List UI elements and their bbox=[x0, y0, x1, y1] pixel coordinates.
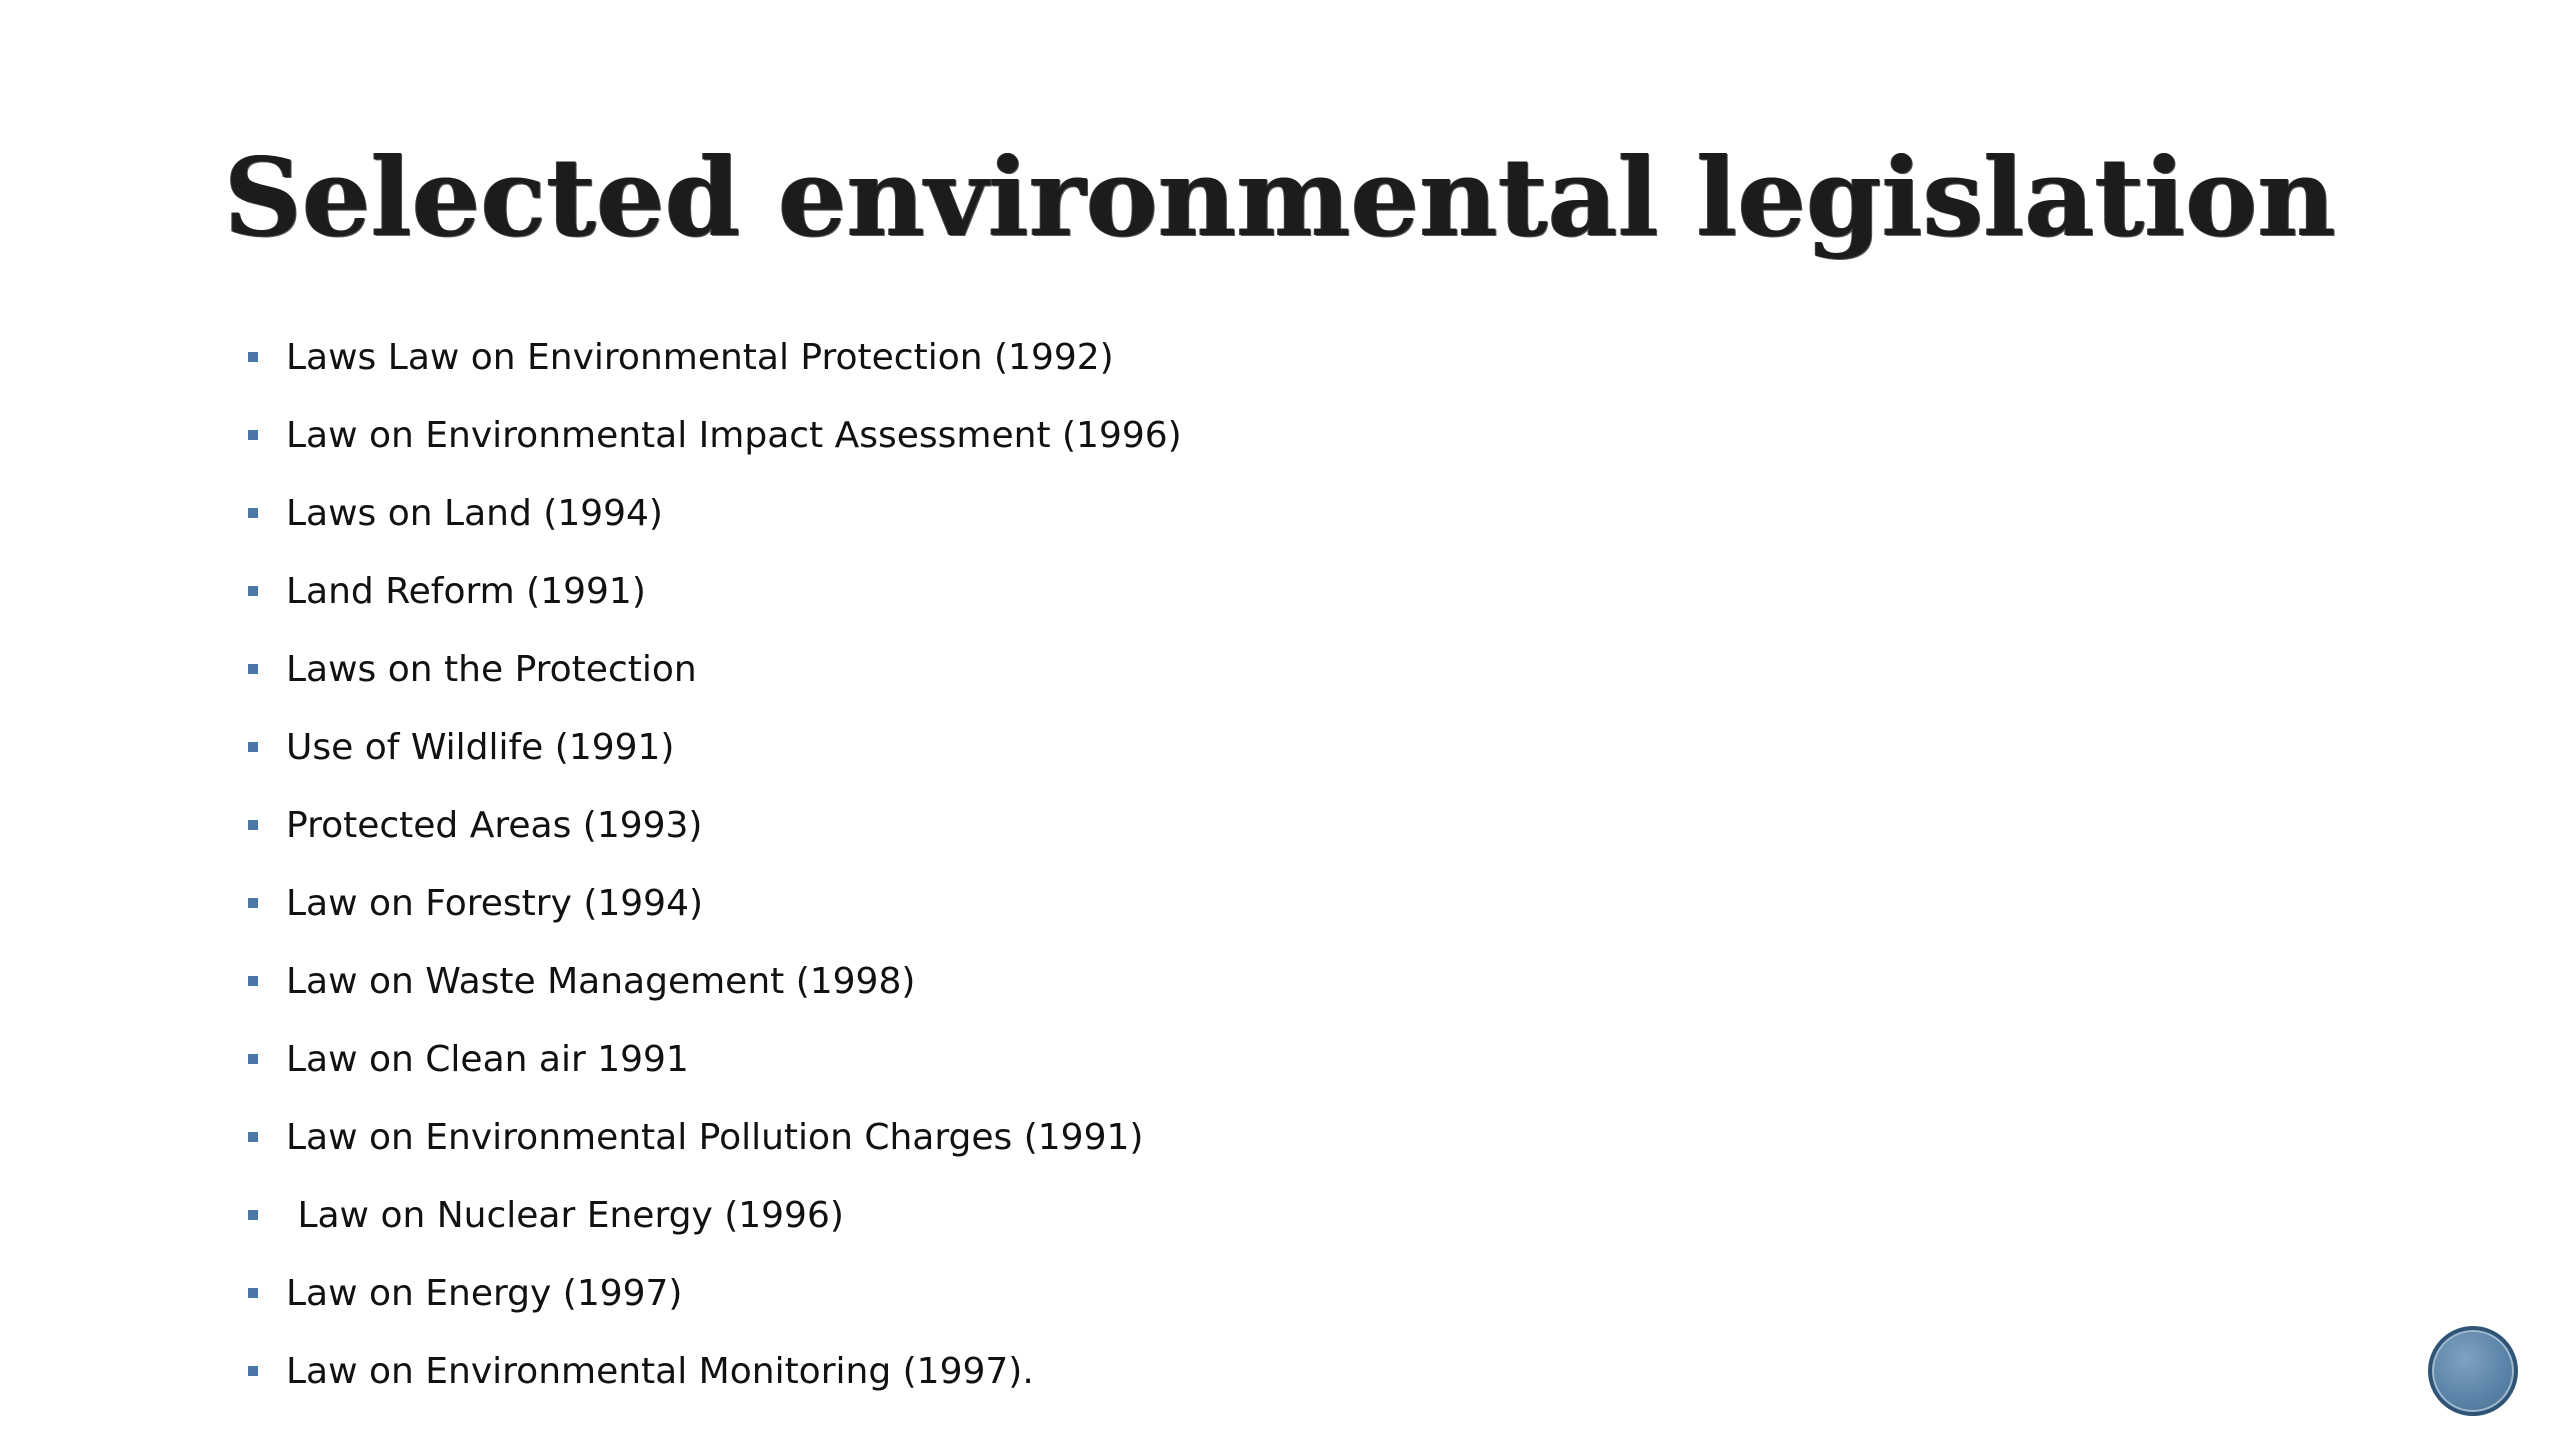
list-item-text: Law on Environmental Pollution Charges (1991) bbox=[286, 1116, 1144, 1158]
list-item bbox=[248, 1098, 2248, 1176]
square-bullet-icon bbox=[248, 352, 258, 362]
list-item-text: Use of Wildlife (1991) bbox=[286, 726, 675, 768]
square-bullet-icon bbox=[248, 976, 258, 986]
square-bullet-icon bbox=[248, 1054, 258, 1064]
list-item bbox=[248, 1332, 2248, 1410]
square-bullet-icon bbox=[248, 1210, 258, 1220]
list-item-text: Law on Environmental Impact Assessment (1996) bbox=[286, 414, 1182, 456]
bullet-list bbox=[248, 318, 2248, 1410]
square-bullet-icon bbox=[248, 664, 258, 674]
square-bullet-icon bbox=[248, 508, 258, 518]
list-item bbox=[248, 708, 2248, 786]
list-item-text: Protected Areas (1993) bbox=[286, 804, 703, 846]
list-item-text: Laws on Land (1994) bbox=[286, 492, 663, 534]
square-bullet-icon bbox=[248, 430, 258, 440]
list-item-text: Law on Environmental Monitoring (1997). bbox=[286, 1350, 1034, 1392]
list-item bbox=[248, 396, 2248, 474]
square-bullet-icon bbox=[248, 820, 258, 830]
square-bullet-icon bbox=[248, 1132, 258, 1142]
list-item bbox=[248, 864, 2248, 942]
circle-nav-button-icon[interactable] bbox=[2428, 1326, 2518, 1416]
list-item bbox=[248, 1020, 2248, 1098]
square-bullet-icon bbox=[248, 586, 258, 596]
list-item bbox=[248, 1254, 2248, 1332]
square-bullet-icon bbox=[248, 1288, 258, 1298]
list-item-text: Law on Energy (1997) bbox=[286, 1272, 683, 1314]
list-item bbox=[248, 786, 2248, 864]
list-item-text: Laws on the Protection bbox=[286, 648, 697, 690]
list-item bbox=[248, 552, 2248, 630]
square-bullet-icon bbox=[248, 1366, 258, 1376]
list-item-text: Law on Clean air 1991 bbox=[286, 1038, 689, 1080]
slide-title: Selected environmental legislation bbox=[224, 135, 2336, 261]
list-item-text: Law on Nuclear Energy (1996) bbox=[286, 1194, 844, 1236]
list-item bbox=[248, 630, 2248, 708]
list-item-text: Law on Forestry (1994) bbox=[286, 882, 704, 924]
square-bullet-icon bbox=[248, 742, 258, 752]
square-bullet-icon bbox=[248, 898, 258, 908]
list-item-text: Land Reform (1991) bbox=[286, 570, 646, 612]
list-item bbox=[248, 318, 2248, 396]
list-item-text: Laws Law on Environmental Protection (1992) bbox=[286, 336, 1114, 378]
list-item-text: Law on Waste Management (1998) bbox=[286, 960, 916, 1002]
list-item bbox=[248, 1176, 2248, 1254]
list-item bbox=[248, 474, 2248, 552]
list-item bbox=[248, 942, 2248, 1020]
